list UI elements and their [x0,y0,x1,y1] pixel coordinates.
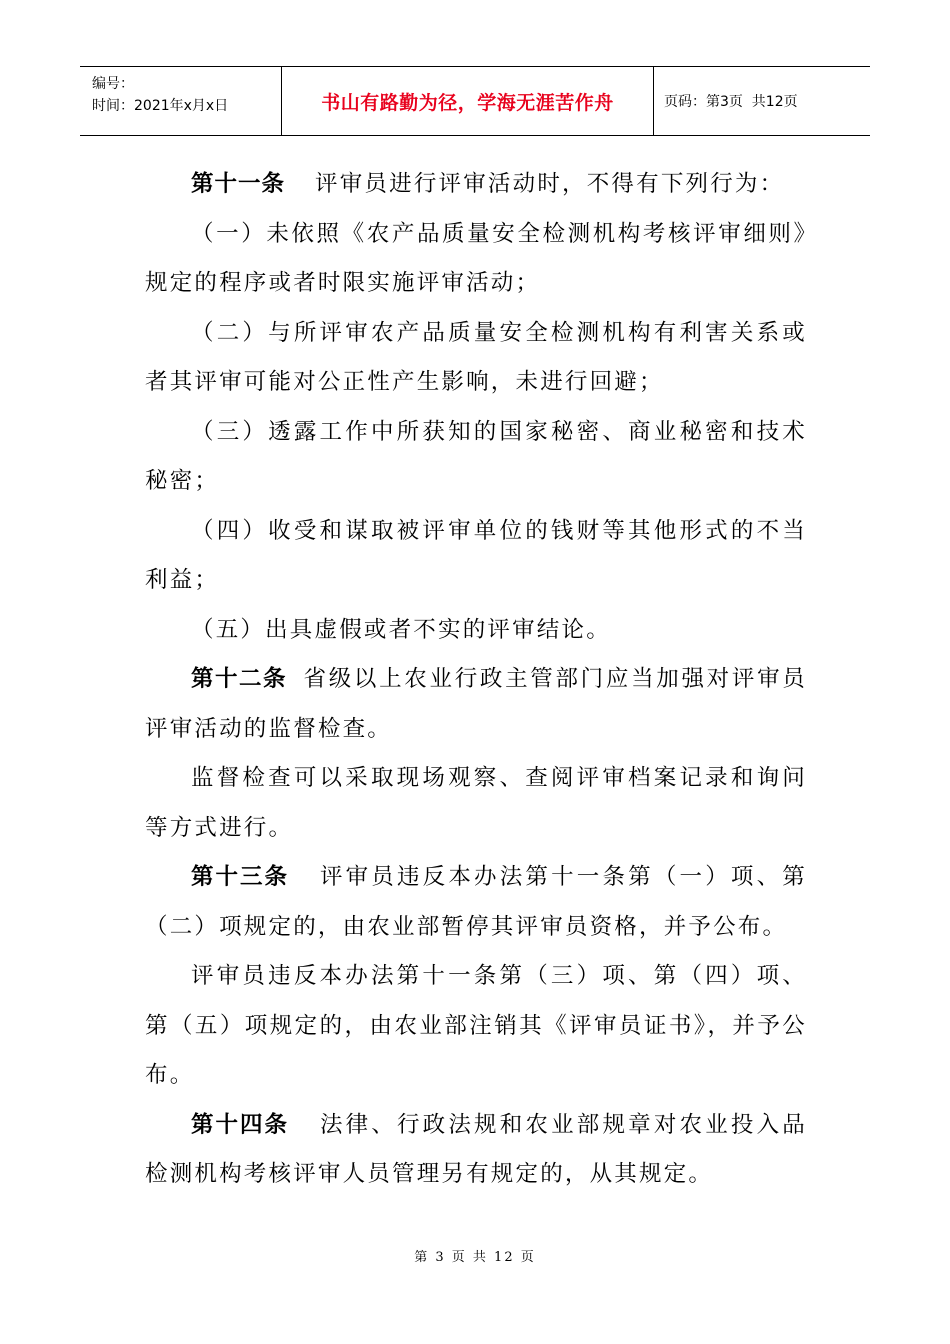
article-11-item-1: （一）未依照《农产品质量安全检测机构考核评审细则》规定的程序或者时限实施评审活动； [145,220,807,296]
article-13-title: 第十三条 [191,864,289,890]
header-meta [80,67,282,135]
article-13-paragraph [145,853,807,952]
article-12-title: 第十二条 [191,666,287,692]
article-11-intro: 评审员进行评审活动时，不得有下列行为： [315,171,785,197]
document-date: 时间：2021年x月x日 [92,98,229,114]
page-footer: 第 3 页 共 12 页 [414,1250,536,1265]
document-number-label: 编号： [92,76,134,92]
article-14-text: 法律、行政法规和农业部规章对农业投入品检测机构考核评审人员管理另有规定的，从其规定。 [145,1111,807,1187]
header-page-info: 页码：第3页 共12页 [664,94,798,110]
article-12-paragraph-2: 监督检查可以采取现场观察、查阅评审档案记录和询问等方式进行。 [145,765,807,841]
article-11-title: 第十一条 [191,171,286,197]
header-motto: 书山有路勤为径，学海无涯苦作舟 [282,67,654,135]
article-11-item-2: （二）与所评审农产品质量安全检测机构有利害关系或者其评审可能对公正性产生影响，未进行回避； [145,319,807,395]
document-body [145,160,807,1200]
article-11-item-4: （四）收受和谋取被评审单位的钱财等其他形式的不当利益； [145,517,807,593]
header-page-info-cell [654,67,870,135]
article-13-paragraph-2: 评审员违反本办法第十一条第（三）项、第（四）项、第（五）项规定的，由农业部注销其《评审员证书》，并予公布。 [145,963,807,1088]
article-12-text: 省级以上农业行政主管部门应当加强对评审员评审活动的监督检查。 [145,666,807,742]
article-13-text: 评审员违反本办法第十一条第（一）项、第（二）项规定的，由农业部暂停其评审员资格，并予公布。 [145,864,807,940]
article-11-item-5: （五）出具虚假或者不实的评审结论。 [191,616,611,643]
article-12-paragraph [145,655,807,754]
article-11-item-3: （三）透露工作中所获知的国家秘密、商业秘密和技术秘密； [145,418,807,494]
article-14-title: 第十四条 [191,1111,289,1138]
page-header [80,66,870,136]
article-14-paragraph [145,1101,807,1200]
article-11-heading [145,160,807,210]
